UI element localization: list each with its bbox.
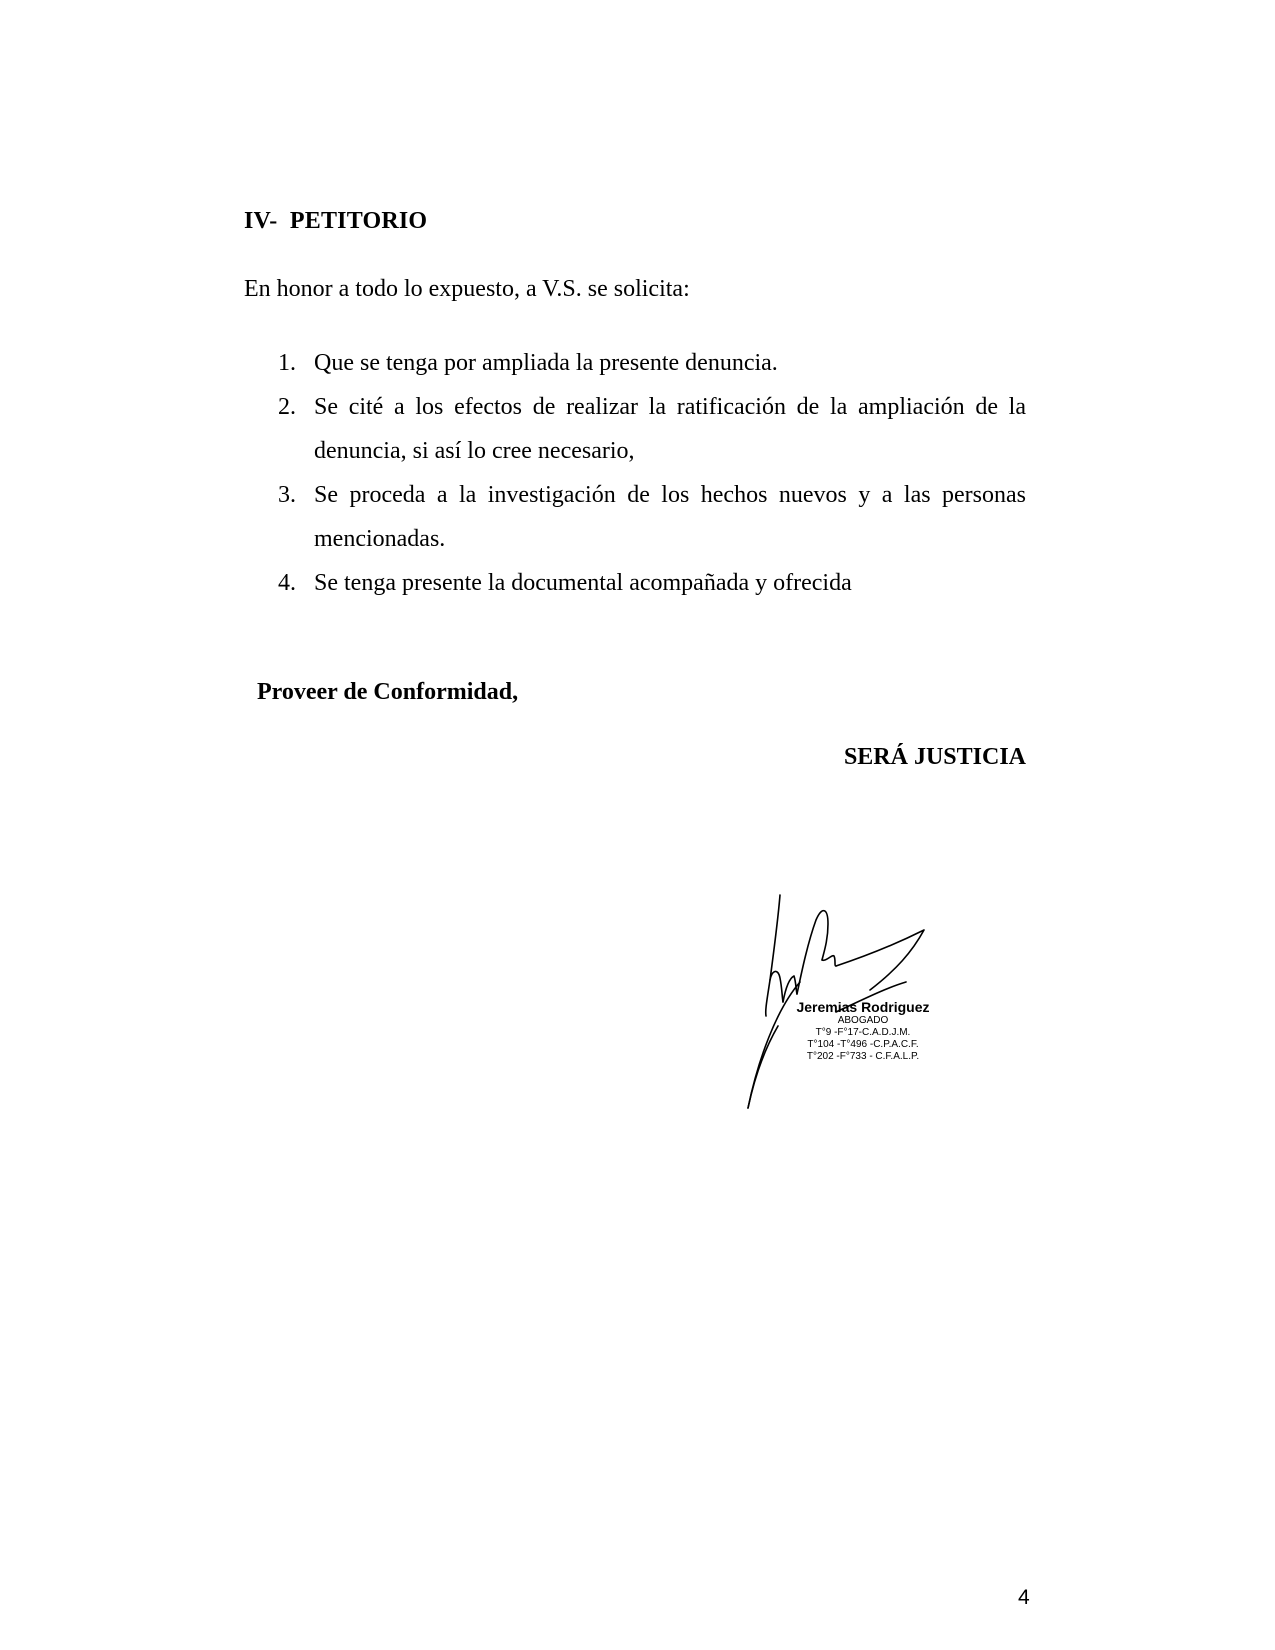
list-item-text: Se tenga presente la documental acompañada y ofrecida (314, 570, 852, 596)
list-item-number: 4. (278, 570, 296, 596)
stamp-name: Jeremias Rodriguez (796, 999, 930, 1015)
list-item-text: Que se tenga por ampliada la presente denuncia. (314, 350, 778, 376)
list-item-number: 2. (278, 394, 296, 420)
signature-block (736, 890, 976, 1120)
list-item (278, 473, 1026, 561)
closing-request: Proveer de Conformidad, (257, 679, 519, 705)
intro-paragraph: En honor a todo lo expuesto, a V.S. se solicita: (244, 276, 690, 302)
list-item (278, 341, 1026, 385)
stamp-title: ABOGADO (837, 1015, 889, 1026)
page-number: 4 (1018, 1586, 1030, 1609)
list-item-number: 3. (278, 482, 296, 508)
stamp-registration: T°104 -T°496 -C.P.A.C.F. (807, 1039, 919, 1050)
signature-stamp (778, 1000, 948, 1063)
list-item (278, 385, 1026, 473)
list-item-text: Se cité a los efectos de realizar la ratificación de la ampliación de la denuncia, si así lo cree necesario, (314, 394, 1026, 464)
list-item-number: 1. (278, 350, 296, 376)
list-item (278, 561, 1026, 605)
section-heading: IV- PETITORIO (244, 208, 428, 234)
stamp-registration: T°9 -F°17-C.A.D.J.M. (815, 1027, 911, 1038)
list-item-text: Se proceda a la investigación de los hechos nuevos y a las personas mencionadas. (314, 482, 1026, 552)
closing-justice: SERÁ JUSTICIA (843, 744, 1026, 770)
stamp-registration: T°202 -F°733 - C.F.A.L.P. (806, 1051, 920, 1062)
petition-list (278, 341, 1026, 605)
